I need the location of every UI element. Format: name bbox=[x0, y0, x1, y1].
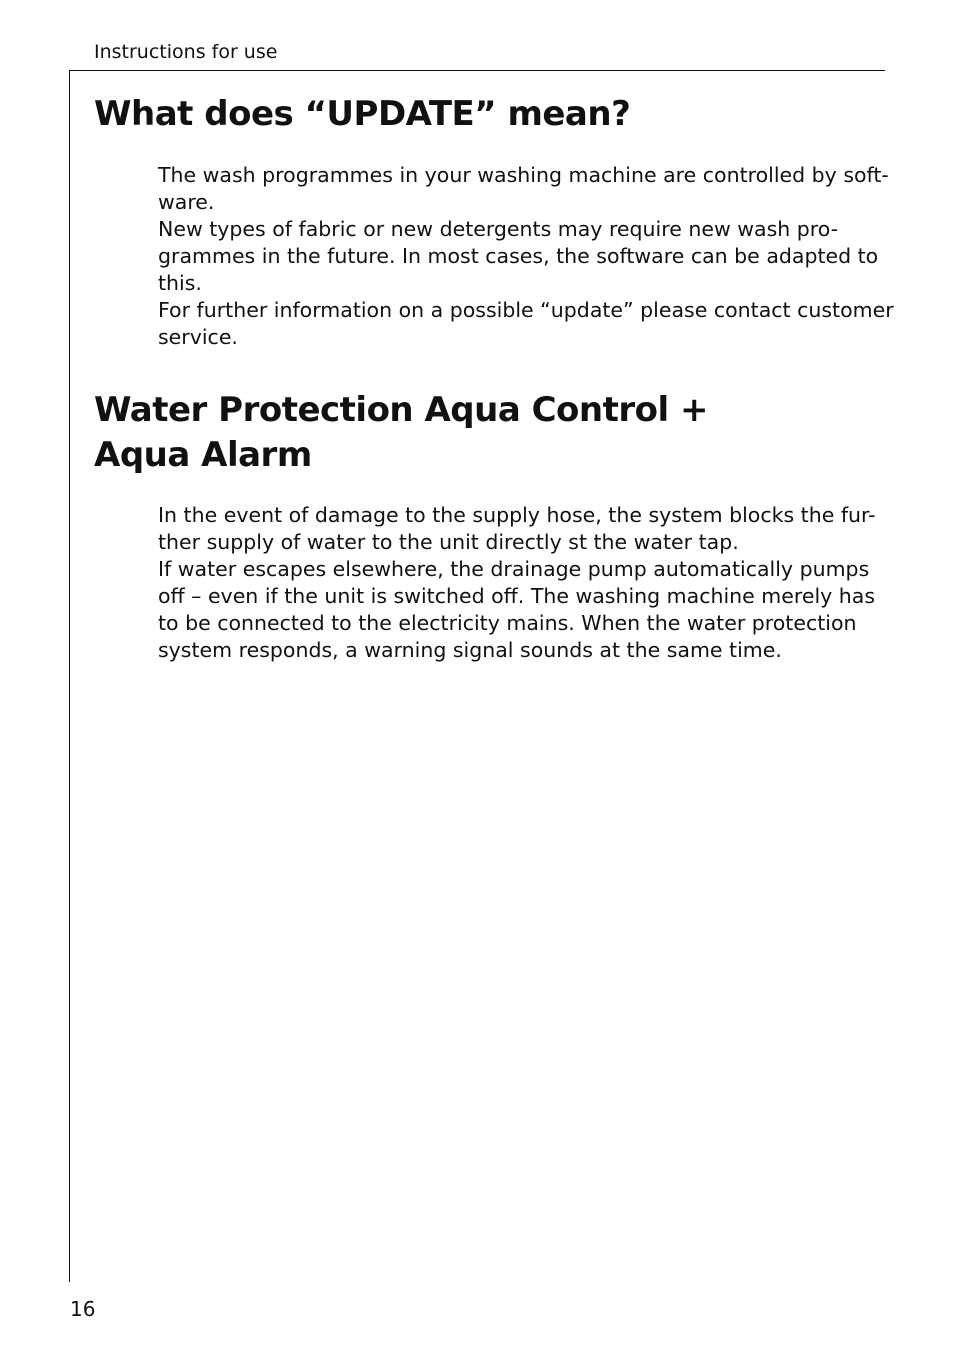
section-heading-water-protection bbox=[94, 388, 708, 478]
body-line: service. bbox=[158, 325, 238, 349]
body-line: In the event of damage to the supply hose, the system blocks the fur- bbox=[158, 503, 876, 527]
body-line: ware. bbox=[158, 190, 215, 214]
section-body-update bbox=[158, 162, 894, 351]
body-line: to be connected to the electricity mains. When the water protection bbox=[158, 611, 857, 635]
heading-line: Aqua Alarm bbox=[94, 435, 312, 475]
body-line: grammes in the future. In most cases, the software can be adapted to bbox=[158, 244, 879, 268]
body-line: For further information on a possible “update” please contact customer bbox=[158, 298, 894, 322]
body-line: ther supply of water to the unit directly st the water tap. bbox=[158, 530, 739, 554]
body-line: The wash programmes in your washing machine are controlled by soft- bbox=[158, 163, 889, 187]
body-line: New types of fabric or new detergents may require new wash pro- bbox=[158, 217, 839, 241]
section-body-water-protection bbox=[158, 502, 876, 664]
body-line: this. bbox=[158, 271, 202, 295]
body-line: off – even if the unit is switched off. The washing machine merely has bbox=[158, 584, 876, 608]
page-number: 16 bbox=[70, 1297, 96, 1321]
body-line: If water escapes elsewhere, the drainage pump automatically pumps bbox=[158, 557, 870, 581]
margin-rule bbox=[69, 70, 70, 1282]
body-line: system responds, a warning signal sounds at the same time. bbox=[158, 638, 782, 662]
running-header: Instructions for use bbox=[94, 41, 278, 63]
section-heading-update: What does “UPDATE” mean? bbox=[94, 94, 631, 134]
heading-line: Water Protection Aqua Control + bbox=[94, 390, 708, 430]
header-rule bbox=[69, 70, 885, 71]
